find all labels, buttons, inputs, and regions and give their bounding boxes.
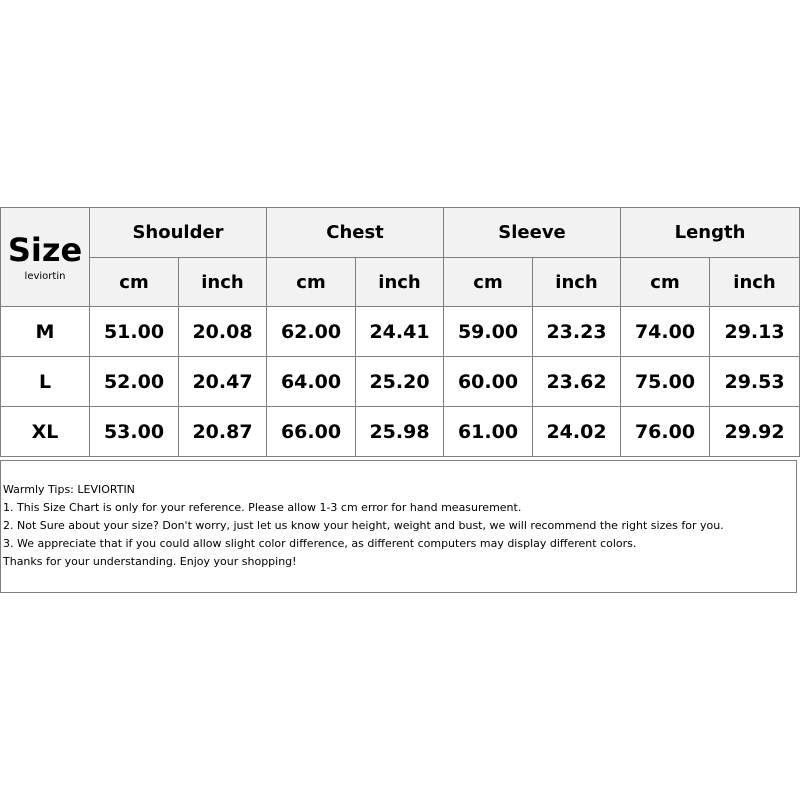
value-cell: 20.47 <box>179 357 267 407</box>
size-cell: XL <box>1 407 90 457</box>
value-cell: 59.00 <box>444 307 533 357</box>
size-cell: M <box>1 307 90 357</box>
value-cell: 20.08 <box>179 307 267 357</box>
value-cell: 52.00 <box>90 357 179 407</box>
value-cell: 25.20 <box>356 357 444 407</box>
table-row <box>1 357 800 407</box>
value-cell: 76.00 <box>621 407 710 457</box>
size-title: Size <box>7 230 83 269</box>
unit-header: cm <box>621 258 710 307</box>
value-cell: 60.00 <box>444 357 533 407</box>
value-cell: 29.13 <box>710 307 800 357</box>
value-cell: 51.00 <box>90 307 179 357</box>
table-row <box>1 307 800 357</box>
size-table <box>0 207 800 457</box>
tips-closing: Thanks for your understanding. Enjoy your shopping! <box>3 555 297 568</box>
header-row-units <box>1 258 800 307</box>
group-header-shoulder: Shoulder <box>90 208 267 258</box>
group-header-chest: Chest <box>267 208 444 258</box>
size-cell: L <box>1 357 90 407</box>
value-cell: 66.00 <box>267 407 356 457</box>
value-cell: 62.00 <box>267 307 356 357</box>
tips-line: 1. This Size Chart is only for your reference. Please allow 1-3 cm error for hand measurement. <box>3 501 522 514</box>
group-header-sleeve: Sleeve <box>444 208 621 258</box>
header-row-groups <box>1 208 800 258</box>
value-cell: 75.00 <box>621 357 710 407</box>
value-cell: 64.00 <box>267 357 356 407</box>
brand-label: leviortin <box>24 270 66 282</box>
tips-heading: Warmly Tips: LEVIORTIN <box>3 483 135 496</box>
size-chart <box>0 207 799 457</box>
unit-header: inch <box>356 258 444 307</box>
unit-header: cm <box>267 258 356 307</box>
unit-header: inch <box>710 258 800 307</box>
value-cell: 23.23 <box>533 307 621 357</box>
value-cell: 29.92 <box>710 407 800 457</box>
group-header-length: Length <box>621 208 800 258</box>
tips-box <box>0 460 797 593</box>
unit-header: cm <box>444 258 533 307</box>
value-cell: 29.53 <box>710 357 800 407</box>
value-cell: 53.00 <box>90 407 179 457</box>
value-cell: 20.87 <box>179 407 267 457</box>
tips-line: 2. Not Sure about your size? Don't worry, just let us know your height, weight and bust, we will recommend the right sizes for you. <box>3 519 724 532</box>
unit-header: inch <box>533 258 621 307</box>
unit-header: cm <box>90 258 179 307</box>
value-cell: 74.00 <box>621 307 710 357</box>
table-row <box>1 407 800 457</box>
value-cell: 24.02 <box>533 407 621 457</box>
value-cell: 23.62 <box>533 357 621 407</box>
size-header-cell <box>1 208 90 307</box>
value-cell: 25.98 <box>356 407 444 457</box>
tips-line: 3. We appreciate that if you could allow slight color difference, as different computers may display different colors. <box>3 537 637 550</box>
unit-header: inch <box>179 258 267 307</box>
value-cell: 24.41 <box>356 307 444 357</box>
value-cell: 61.00 <box>444 407 533 457</box>
